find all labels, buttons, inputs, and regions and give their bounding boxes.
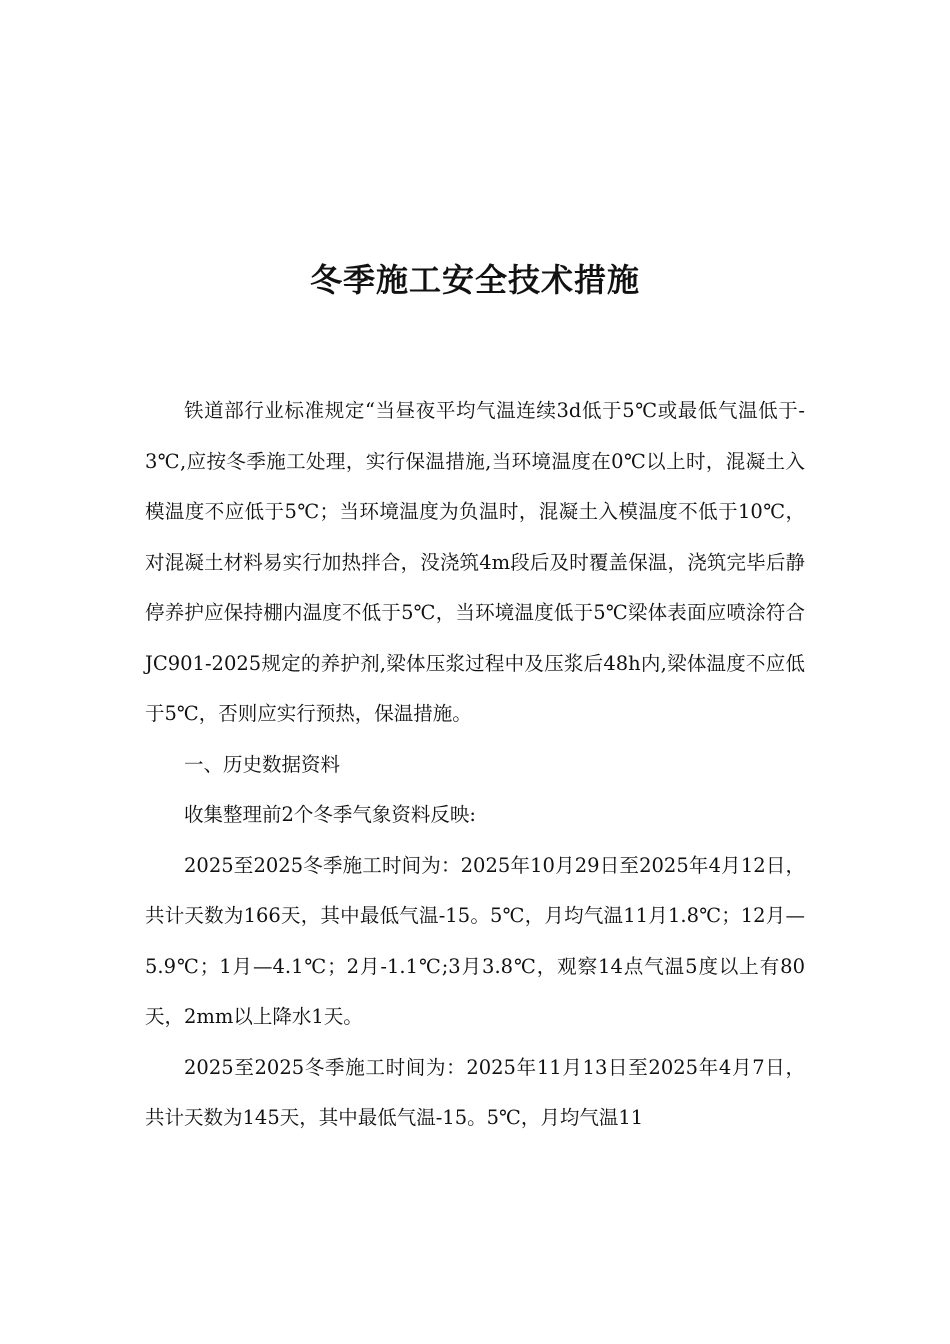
paragraph-intro: 铁道部行业标准规定“当昼夜平均气温连续3d低于5℃或最低气温低于-3℃,应按冬季施工处理，实行保温措施,当环境温度在0℃以上时，混凝土入模温度不应低于5℃；当环境温度为负温时，混凝土入模温度不低于10℃，对混凝土材料易实行加热拌合，没浇筑4m段后及时覆盖保温，浇筑完毕后静停养护应保持棚内温度不低于5℃，当环境温度低于5℃梁体表面应喷涂符合JC901-2025规定的养护剂,梁体压浆过程中及压浆后48h内,梁体温度不应低于5℃，否则应实行预热，保温措施。: [145, 399, 805, 725]
section-heading-history: 一、历史数据资料: [184, 752, 341, 776]
document-body: [145, 386, 805, 1144]
paragraph-winter-period-1: 2025至2025冬季施工时间为：2025年10月29日至2025年4月12日，共计天数为166天，其中最低气温-15。5℃，月均气温11月1.8℃；12月—5.9℃；1月—4.1℃；2月-1.1℃;3月3.8℃，观察14点气温5度以上有80天，2mm以上降水1天。: [145, 853, 805, 1028]
document-title: 冬季施工安全技术措施: [309, 261, 640, 299]
paragraph-winter-period-2: 2025至2025冬季施工时间为：2025年11月13日至2025年4月7日，共计天数为145天，其中最低气温-15。5℃，月均气温11: [145, 1055, 805, 1129]
paragraph-collection: 收集整理前2个冬季气象资料反映:: [184, 803, 476, 826]
